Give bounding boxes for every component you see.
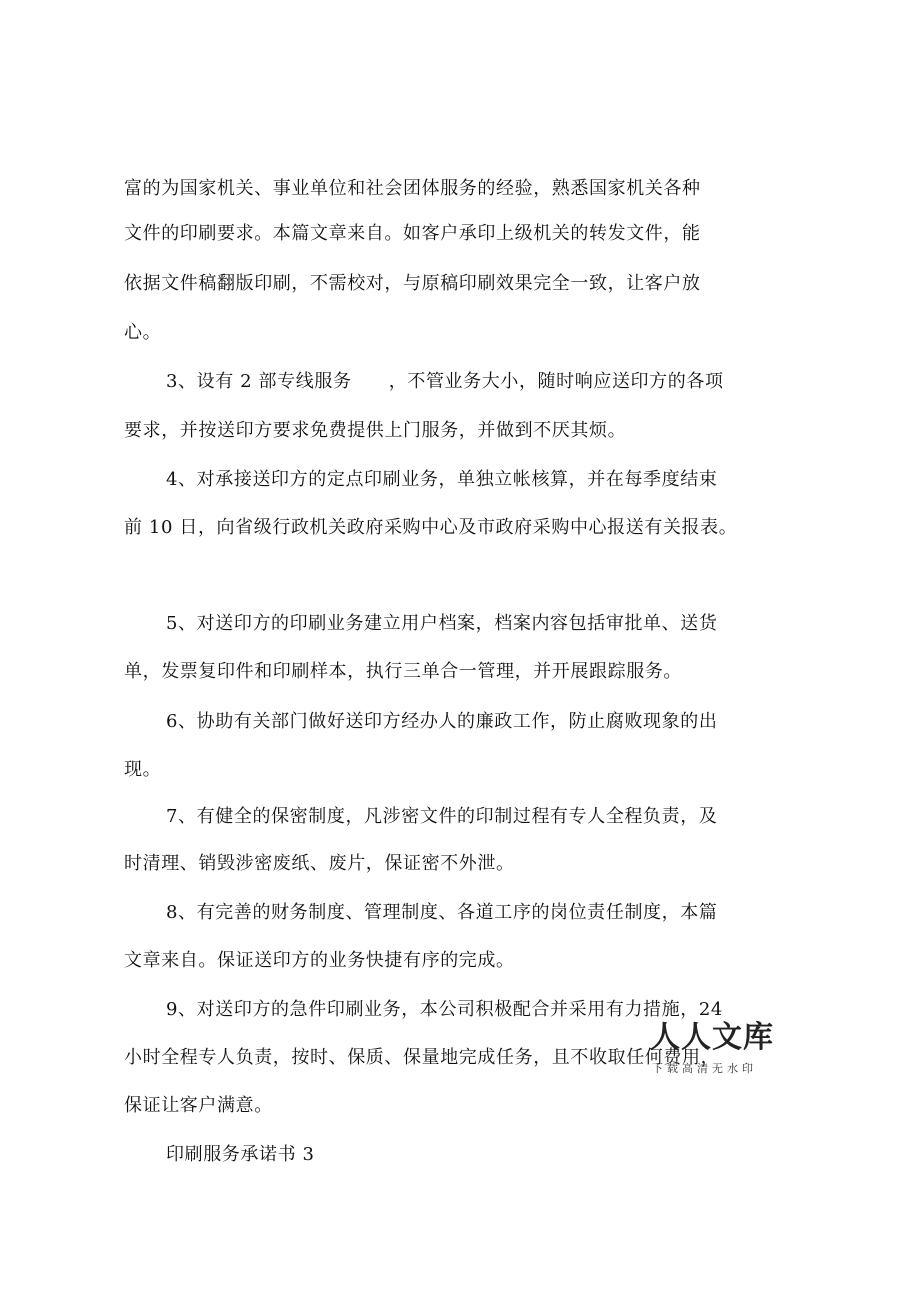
paragraph-line: 时清理、销毁涉密废纸、废片，保证密不外泄。	[124, 853, 515, 874]
paragraph-line: 现。	[124, 759, 162, 780]
paragraph-line: 9、对送印方的急件印刷业务，本公司积极配合并采用有力措施，24	[166, 999, 723, 1020]
paragraph-line: 文章来自。保证送印方的业务快捷有序的完成。	[124, 950, 515, 971]
paragraph-line: 小时全程专人负责，按时、保质、保量地完成任务，且不收取任何费用，	[124, 1047, 720, 1068]
watermark-logo	[642, 1012, 812, 1082]
paragraph-line: 依据文件稿翻版印刷，不需校对，与原稿印刷效果完全一致，让客户放	[124, 273, 701, 294]
paragraph-line: 单，发票复印件和印刷样本，执行三单合一管理，并开展跟踪服务。	[124, 661, 682, 682]
paragraph-line: 心。	[124, 322, 162, 343]
paragraph-line: 前 10 日，向省级行政机关政府采购中心及市政府采购中心报送有关报表。	[124, 517, 738, 538]
watermark-subtitle: 下载高清无水印	[652, 1062, 757, 1075]
paragraph-line: 8、有完善的财务制度、管理制度、各道工序的岗位责任制度，本篇	[166, 902, 718, 923]
paragraph-line: 4、对承接送印方的定点印刷业务，单独立帐核算，并在每季度结束	[166, 469, 718, 490]
watermark-title: 人人文库	[650, 1020, 774, 1055]
paragraph-line: 文件的印刷要求。本篇文章来自。如客户承印上级机关的转发文件，能	[124, 223, 701, 244]
paragraph-line: 富的为国家机关、事业单位和社会团体服务的经验，熟悉国家机关各种	[124, 178, 701, 199]
paragraph-line: 3、设有 2 部专线服务 ，不管业务大小，随时响应送印方的各项	[166, 371, 724, 392]
paragraph-line: 保证让客户满意。	[124, 1095, 273, 1116]
paragraph-line: 6、协助有关部门做好送印方经办人的廉政工作，防止腐败现象的出	[166, 711, 718, 732]
paragraph-line: 5、对送印方的印刷业务建立用户档案，档案内容包括审批单、送货	[166, 613, 718, 634]
section-heading: 印刷服务承诺书 3	[166, 1144, 315, 1165]
paragraph-line: 要求，并按送印方要求免费提供上门服务，并做到不厌其烦。	[124, 420, 627, 441]
paragraph-line: 7、有健全的保密制度，凡涉密文件的印制过程有专人全程负责，及	[166, 806, 718, 827]
